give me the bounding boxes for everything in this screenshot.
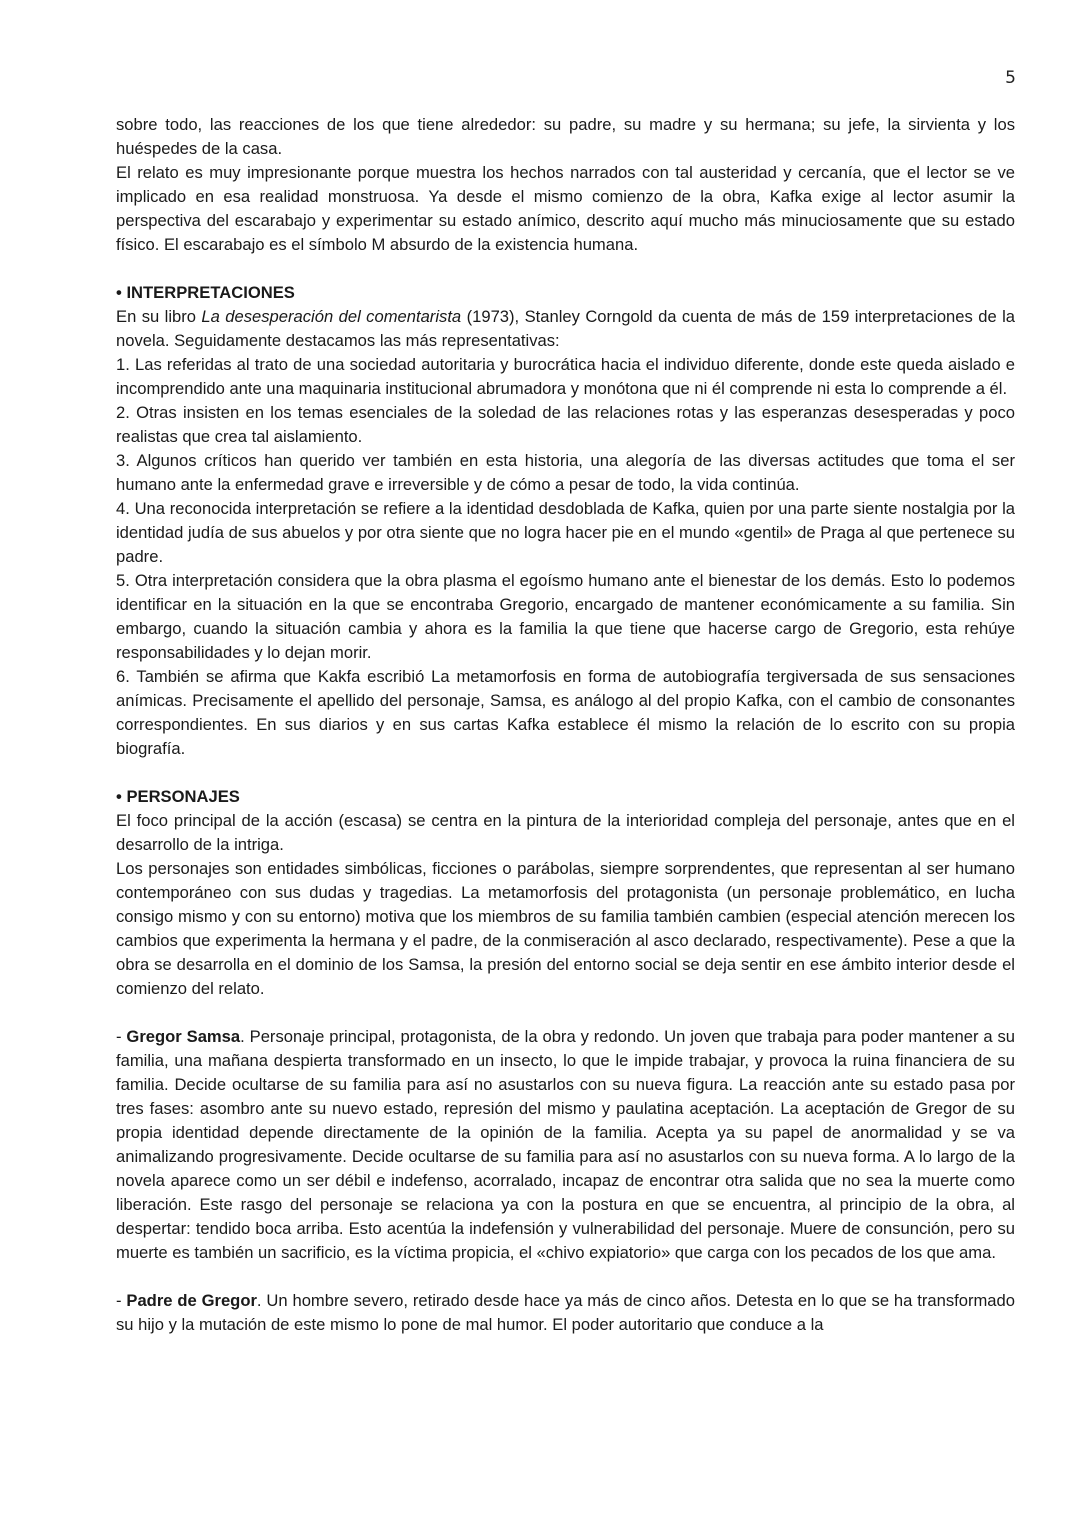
character-name: Padre de Gregor [126,1291,257,1310]
section-heading-interpretaciones [116,281,1015,305]
intro-paragraph-1: sobre todo, las reacciones de los que tiene alrededor: su padre, su madre y su hermana; su jefe, la sirvienta y los huéspedes de la casa. [116,115,1015,158]
page-number: 5 [1005,68,1016,88]
character-description: . Personaje principal, protagonista, de la obra y redondo. Un joven que trabaja para poder mantener a su familia, una mañana despierta transformado en un insecto, lo que le impide trabajar, y provoca la ruina financiera de su familia. Decide ocultarse de su familia para así no asustarlos con su nueva figura. La reacción ante su estado pasa por tres fases: asombro ante su nuevo estado, represión del mismo y paulatina aceptación. La aceptación de Gregor de su propia identidad depende directamente de la opinión de la familia. Acepta ya su papel de anormalidad y se va animalizando progresivamente. Decide ocultarse de su familia para así no asustarlos con su nueva forma. A lo largo de la novela aparece como un ser débil e indefenso, acorralado, incapaz de encontrar otra salida que no sea la muerte como liberación. Este rasgo del personaje se relaciona ya con la postura en que se encuentra, al principio de la obra, al despertar: tendido boca arriba. Esto acentúa la indefensión y vulnerabilidad del personaje. Muere de consunción, pero su muerte es también un sacrificio, es la víctima propicia, el «chivo expiatorio» que carga con los pecados de los que ama. [116,1027,1015,1262]
character-padre [116,1289,1015,1337]
personajes-paragraph-1: El foco principal de la acción (escasa) se centra en la pintura de la interioridad compleja del personaje, antes que en el desarrollo de la intriga. [116,811,1015,854]
section-heading-personajes [116,785,1015,809]
interpretation-item-2: 2. Otras insisten en los temas esenciales de la soledad de las relaciones rotas y las esperanzas desesperadas y poco realistas que crea tal aislamiento. [116,403,1015,446]
dash: - [116,1027,127,1046]
document-body [116,113,1015,1337]
heading-text: INTERPRETACIONES [126,283,295,302]
interpretation-item-4: 4. Una reconocida interpretación se refiere a la identidad desdoblada de Kafka, quien por una parte siente nostalgia por la identidad judía de sus abuelos y por otra siente que no logra hacer pie en el mundo «gentil» de Praga al que pertenece su padre. [116,499,1015,566]
bullet-icon: • [116,283,122,302]
bullet-icon: • [116,787,122,806]
character-gregor [116,1025,1015,1265]
character-name: Gregor Samsa [126,1027,241,1046]
interpretation-item-1: 1. Las referidas al trato de una sociedad autoritaria y burocrática hacia el individuo diferente, donde este queda aislado e incomprendido ante una maquinaria institucional abrumadora y monótona que ni él comprende ni esta lo comprende a él. [116,355,1015,398]
book-title: La desesperación del comentarista [201,307,462,326]
interpretation-item-6: 6. También se afirma que Kakfa escribió La metamorfosis en forma de autobiografía tergiversada de sus sensaciones anímicas. Precisamente el apellido del personaje, Samsa, es análogo al del propio Kafka, con el cambio de consonantes correspondientes. En sus diarios y en sus cartas Kafka establece él mismo la relación de lo escrito con su propia biografía. [116,667,1015,758]
personajes-paragraph-2: Los personajes son entidades simbólicas, ficciones o parábolas, siempre sorprendentes, que representan al ser humano contemporáneo con sus dudas y tragedias. La metamorfosis del protagonista (un personaje problemático, en lucha consigo mismo y con su entorno) motiva que los miembros de su familia también cambien (especial atención merecen los cambios que experimenta la hermana y el padre, de la conmiseración al asco declarado, respectivamente). Pese a que la obra se desarrolla en el dominio de los Samsa, la presión del entorno social se deja sentir en ese ámbito interior desde el comienzo del relato. [116,859,1015,998]
interpretaciones-intro [116,305,1015,353]
spacer [116,1001,1015,1025]
spacer [116,761,1015,785]
interpretation-item-5: 5. Otra interpretación considera que la obra plasma el egoísmo humano ante el bienestar de los demás. Esto lo podemos identificar en la situación en la que se encontraba Gregorio, encargado de mantener económicamente a su familia. Sin embargo, cuando la situación cambia y ahora es la familia la que tiene que hacerse cargo de Gregorio, esta rehúye responsabilidades y lo dejan morir. [116,571,1015,662]
dash: - [116,1291,127,1310]
intro-text: (1973), Stanley Corngold da cuenta de más de 159 interpretaciones de la novela. Seguidamente destacamos las más representativas: [116,307,1016,350]
character-description: . Un hombre severo, retirado desde hace ya más de cinco años. Detesta en lo que se ha transformado su hijo y la mutación de este mismo lo pone de mal humor. El poder autoritario que conduce a la [116,1291,1015,1334]
interpretation-item-3: 3. Algunos críticos han querido ver también en esta historia, una alegoría de las diversas actitudes que toma el ser humano ante la enfermedad grave e irreversible y de cómo a pesar de todo, la vida continúa. [116,451,1015,494]
heading-text: PERSONAJES [126,787,240,806]
spacer [116,1265,1015,1289]
intro-paragraph-2: El relato es muy impresionante porque muestra los hechos narrados con tal austeridad y cercanía, que el lector se ve implicado en esa realidad monstruosa. Ya desde el mismo comienzo de la obra, Kafka exige al lector asumir la perspectiva del escarabajo y experimentar su estado anímico, descrito aquí mucho más minuciosamente que su estado físico. El escarabajo es el símbolo M absurdo de la existencia humana. [116,163,1015,254]
spacer [116,257,1015,281]
intro-text: En su libro [116,307,202,326]
